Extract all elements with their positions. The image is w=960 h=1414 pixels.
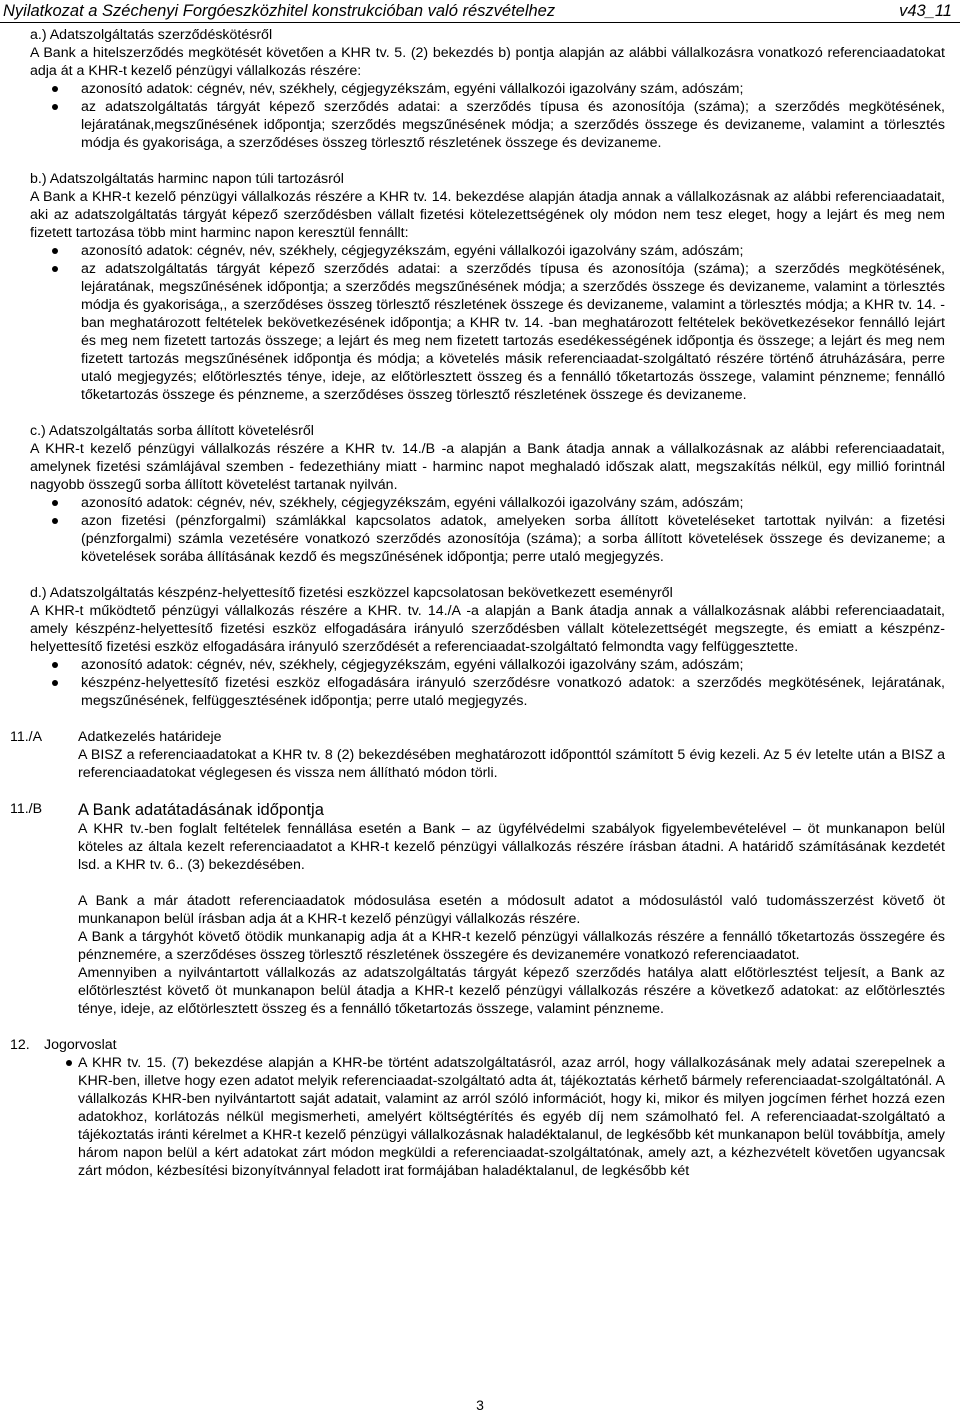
header-version: v43_11 bbox=[899, 2, 952, 20]
list-item: készpénz-helyettesítő fizetési eszköz elfogadására irányuló szerződésre vonatkozó adatok: a szerződés megkötésének, lejáratának, megszűnésének, felfüggesztésének időpontja; perre utaló megjegyzés. bbox=[30, 674, 945, 710]
section-c bbox=[30, 422, 945, 566]
section-d-list bbox=[30, 656, 945, 710]
list-item: az adatszolgáltatás tárgyát képező szerződés adatai: a szerződés típusa és azonosítója (száma); a szerződés megkötésének, lejáratának, megszűnésének időpontja; a szerződés megszűnésének módja; a szerződés összege és devizaneme, valamint a törlesztés módja és gyakorisága,, a szerződéses összeg törlesztő részletének összege és devizaneme, valamint a törlesztés módja; a KHR tv. 14. -ban meghatározott feltételek bekövetkezésének időpontja; a KHR tv. 14. -ban meghatározott feltételek bekövetkezésekor fennálló lejárt és meg nem fizetett tartozás összege; a lejárt és meg nem fizetett tartozás esedékességének időpontja és összege; a lejárt és meg nem fizetett tartozás megszűnésének időpontja és módja; a követelés másik referenciaadat-szolgáltató részére történő átruházására, perre utaló megjegyzés; előtörlesztés ténye, ideje, az előtörlesztett összeg és a fennálló tőketartozás összege, valamint pénzneme; fennálló tőketartozás összege és pénzneme, a szerződéses összeg törlesztő részletének összege és devizaneme. bbox=[30, 260, 945, 404]
list-item: az adatszolgáltatás tárgyát képező szerződés adatai: a szerződés típusa és azonosítója (száma); a szerződés megkötésének, lejáratának,megszűnésének időpontja; szerződés megszűnésének módja; a szerződés összege és devizaneme, valamint a törlesztés módja és gyakorisága, a szerződéses összeg törlesztő részletének összege és devizaneme. bbox=[30, 98, 945, 152]
list-item: azonosító adatok: cégnév, név, székhely, cégjegyzékszám, egyéni vállalkozói igazolvány szám, adószám; bbox=[30, 242, 945, 260]
section-b bbox=[30, 170, 945, 404]
section-11b-title: A Bank adatátadásának időpontja bbox=[78, 801, 324, 819]
list-item: azonosító adatok: cégnév, név, székhely, cégjegyzékszám, egyéni vállalkozói igazolvány szám, adószám; bbox=[30, 80, 945, 98]
section-c-list bbox=[30, 494, 945, 566]
section-11a-number: 11./A bbox=[10, 729, 43, 745]
section-11a-text: A BISZ a referenciaadatokat a KHR tv. 8 (2) bekezdésében meghatározott időponttól számított 5 évig kezeli. Az 5 év letelte után a BISZ a referenciaadatokat véglegesen és vissza nem állítható módon törli. bbox=[78, 747, 945, 781]
list-item: azonosító adatok: cégnév, név, székhely, cégjegyzékszám, egyéni vállalkozói igazolvány szám, adószám; bbox=[30, 656, 945, 674]
section-d bbox=[30, 584, 945, 710]
section-b-intro: A Bank a KHR-t kezelő pénzügyi vállalkozás részére a KHR tv. 14. bekezdése alapján átadja annak a vállalkozásnak az alábbi referenciaadatait, aki az adatszolgáltatás tárgyát képező szerződésben vállalt fizetési kötelezettségének oly módon nem tesz eleget, hogy a lejárt és meg nem fizetett tartozása több mint harminc napon keresztül fennállt: bbox=[30, 189, 945, 241]
section-12-list bbox=[44, 1054, 945, 1180]
section-11b-paragraph-4: Amennyiben a nyilvántartott vállalkozás az adatszolgáltatás tárgyát képező szerződés hatálya alatt előtörlesztést teljesít, a Bank az előtörlesztést követő öt munkanapon belül átadja a KHR-t kezelő pénzügyi vállalkozás részére a következő adatokat: az előtörlesztés ténye, ideje, az előtörlesztett összeg és a fennálló tőketartozás összege, valamint pénzneme. bbox=[78, 965, 945, 1017]
section-b-list bbox=[30, 242, 945, 404]
section-c-intro: A KHR-t kezelő pénzügyi vállalkozás részére a KHR tv. 14./B -a alapján a Bank átadja annak a vállalkozásnak az alábbi referenciaadatait, amelynek fizetési számlájával szemben - fedezethiány miatt - harminc napot meghaladó időszak alatt, megszakítás nélkül, egy millió forintnál nagyobb összegű sorba állított követelést tartanak nyilván. bbox=[30, 441, 945, 493]
page-number: 3 bbox=[476, 1397, 484, 1413]
list-item: azon fizetési (pénzforgalmi) számlákkal kapcsolatos adatok, amelyeken sorba állított követeléseket tartottak nyilván: a fizetési (pénzforgalmi) számla vezetésére vonatkozó szerződés azonosítója (száma); a sorba állított követelések összege és devizaneme; a követelések sorába állításának kezdő és megszűnésének időpontja; perre utaló megjegyzés. bbox=[30, 512, 945, 566]
section-11b-paragraph-3: A Bank a tárgyhót követő ötödik munkanapig adja át a KHR-t kezelő pénzügyi vállalkozás részére a fennálló tőketartozás összegére és pénznemére, a szerződéses összeg törlesztő részletének összegére és devizanemére vonatkozó referenciaadatot. bbox=[78, 929, 945, 963]
section-11b-paragraph-1: A KHR tv.-ben foglalt feltételek fennállása esetén a Bank – az ügyfélvédelmi szabályok figyelembevételével – öt munkanapon belül köteles az általa kezelt referenciaadatot a KHR-t kezelő pénzügyi vállalkozás részére írásban átadni. A határidő számításának kezdetét lsd. a KHR tv. 6.. (3) bekezdésében. bbox=[78, 821, 945, 873]
section-a-intro: A Bank a hitelszerződés megkötését követően a KHR tv. 5. (2) bekezdés b) pontja alapján az alábbi vállalkozásra vonatkozó referenciaadatokat adja át a KHR-t kezelő pénzügyi vállalkozás részére: bbox=[30, 45, 945, 79]
section-b-title: b.) Adatszolgáltatás harminc napon túli tartozásról bbox=[30, 171, 344, 187]
section-12-number: 12. bbox=[10, 1037, 30, 1053]
header-title: Nyilatkozat a Széchenyi Forgóeszközhitel konstrukcióban való részvételhez bbox=[3, 2, 556, 20]
section-11b bbox=[0, 800, 945, 1018]
list-item: A KHR tv. 15. (7) bekezdése alapján a KHR-be történt adatszolgáltatásról, azaz arról, hogy vállalkozásának mely adatai szerepelnek a KHR-ben, illetve hogy ezen adatot melyik referenciaadat-szolgáltató adta át, tájékoztatás kérhető bármely referenciaadat-szolgáltatónál. A vállalkozás KHR-ben nyilvántartott saját adatait, valamint az arról szóló információt, hogy ki, mikor és milyen jogcímen férhet hozzá ezen adatokhoz, korlátozás nélkül megismerheti, amelyért költségtérítés és egyéb díj nem számolható fel. A referenciaadat-szolgáltató a tájékoztatás iránti kérelmet a KHR-t kezelő pénzügyi vállalkozásnak haladéktalanul, de legkésőbb két munkanapon belül továbbítja, amely három napon belül a kért adatokat zárt módon megküldi a referenciaadat-szolgáltatónak, amely azt, a kézhezvételt követően ugyancsak zárt módon, kézbesítési bizonyítvánnyal feladott irat formájában haladéktalanul, de legkésőbb két bbox=[44, 1054, 945, 1180]
section-c-title: c.) Adatszolgáltatás sorba állított követelésről bbox=[30, 423, 314, 439]
section-11a-title: Adatkezelés határideje bbox=[78, 729, 222, 745]
section-d-title: d.) Adatszolgáltatás készpénz-helyettesítő fizetési eszközzel kapcsolatosan bekövetkezett eseményről bbox=[30, 585, 673, 601]
section-a-list bbox=[30, 80, 945, 152]
section-a bbox=[30, 26, 945, 152]
section-11b-paragraph-2: A Bank a már átadott referenciaadatok módosulása esetén a módosult adatot a módosulástól való tudomásszerzést követő öt munkanapon belül írásban adja át a KHR-t kezelő pénzügyi vállalkozás részére. bbox=[78, 893, 945, 927]
section-a-title: a.) Adatszolgáltatás szerződéskötésről bbox=[30, 27, 273, 43]
section-12 bbox=[0, 1036, 945, 1180]
document-body bbox=[0, 26, 960, 1180]
section-d-intro: A KHR-t működtető pénzügyi vállalkozás részére a KHR. tv. 14./A -a alapján a Bank átadja annak a vállalkozásnak alábbi referenciaadatait, amely készpénz-helyettesítő fizetési eszköz elfogadására irányuló szerződésben vállalt kötelezettségét megszegte, és emiatt a készpénz-helyettesítő fizetési eszköz elfogadására irányuló szerződését a referenciaadat-szolgáltató felmondta vagy felfüggesztette. bbox=[30, 603, 945, 655]
list-item: azonosító adatok: cégnév, név, székhely, cégjegyzékszám, egyéni vállalkozói igazolvány szám, adószám; bbox=[30, 494, 945, 512]
section-11b-number: 11./B bbox=[10, 801, 43, 817]
section-12-title: Jogorvoslat bbox=[44, 1037, 117, 1053]
page-header bbox=[0, 0, 960, 23]
section-11a bbox=[0, 728, 945, 782]
